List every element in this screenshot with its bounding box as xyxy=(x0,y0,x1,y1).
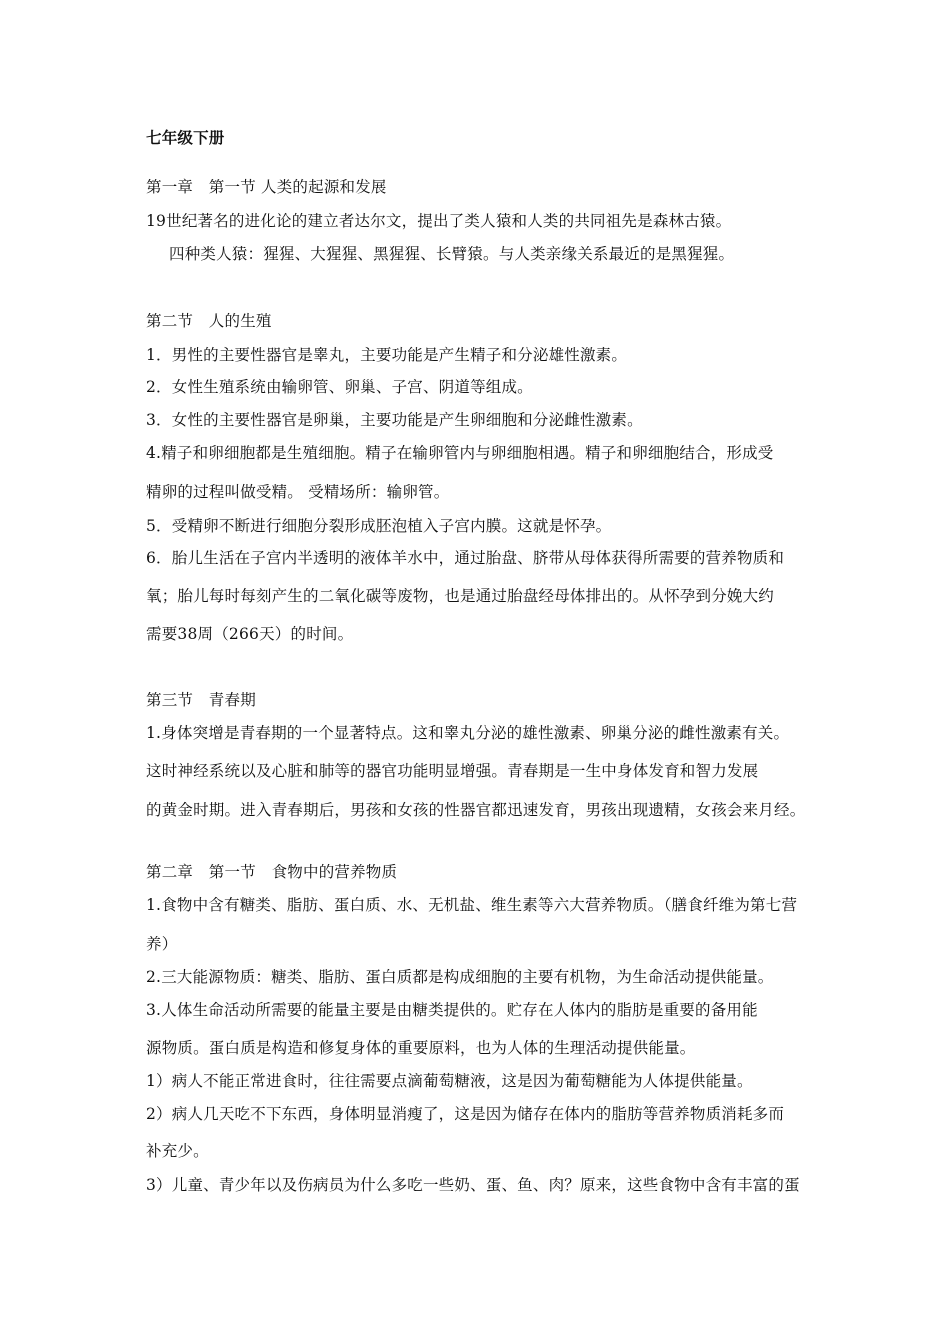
section2-heading: 第二节 人的生殖 xyxy=(146,312,272,330)
text-line: 2．女性生殖系统由输卵管、卵巢、子宫、阴道等组成。 xyxy=(146,378,533,396)
text-line: 3．女性的主要性器官是卵巢，主要功能是产生卵细胞和分泌雌性激素。 xyxy=(146,411,643,429)
chapter2-section1-heading: 第二章 第一节 食物中的营养物质 xyxy=(146,863,398,881)
text-line: 4.精子和卵细胞都是生殖细胞。精子在输卵管内与卵细胞相遇。精子和卵细胞结合，形成受 xyxy=(146,444,774,462)
chapter1-section1-heading: 第一章 第一节 人类的起源和发展 xyxy=(146,178,387,196)
text-line: 6．胎儿生活在子宫内半透明的液体羊水中，通过胎盘、脐带从母体获得所需要的营养物质和 xyxy=(146,549,785,567)
text-line: 的黄金时期。进入青春期后，男孩和女孩的性器官都迅速发育，男孩出现遗精，女孩会来月经。 xyxy=(146,801,806,819)
text-line: 这时神经系统以及心脏和肺等的器官功能明显增强。青春期是一生中身体发育和智力发展 xyxy=(146,762,759,780)
text-line: 需要38周（266天）的时间。 xyxy=(146,625,354,643)
text-line: 1.食物中含有糖类、脂肪、蛋白质、水、无机盐、维生素等六大营养物质。（膳食纤维为第七营 xyxy=(146,896,798,914)
text-line: 2）病人几天吃不下东西，身体明显消瘦了，这是因为储存在体内的脂肪等营养物质消耗多而 xyxy=(146,1105,785,1123)
text-line: 四种类人猿：猩猩、大猩猩、黑猩猩、长臂猿。与人类亲缘关系最近的是黑猩猩。 xyxy=(169,245,735,263)
text-line: 19世纪著名的进化论的建立者达尔文，提出了类人猿和人类的共同祖先是森林古猿。 xyxy=(146,212,732,230)
document-title: 七年级下册 xyxy=(146,128,225,147)
text-line: 2.三大能源物质：糖类、脂肪、蛋白质都是构成细胞的主要有机物，为生命活动提供能量。 xyxy=(146,968,774,986)
text-line: 3.人体生命活动所需要的能量主要是由糖类提供的。贮存在人体内的脂肪是重要的备用能 xyxy=(146,1001,758,1019)
text-line: 氧；胎儿每时每刻产生的二氧化碳等废物，也是通过胎盘经母体排出的。从怀孕到分娩大约 xyxy=(146,587,775,605)
text-line: 3）儿童、青少年以及伤病员为什么多吃一些奶、蛋、鱼、肉？原来，这些食物中含有丰富的蛋 xyxy=(146,1176,800,1194)
section3-heading: 第三节 青春期 xyxy=(146,691,256,709)
text-line: 养） xyxy=(146,935,178,953)
text-line: 1.身体突增是青春期的一个显著特点。这和睾丸分泌的雄性激素、卵巢分泌的雌性激素有关。 xyxy=(146,724,790,742)
text-line: 精卵的过程叫做受精。 受精场所：输卵管。 xyxy=(146,483,450,501)
text-line: 5．受精卵不断进行细胞分裂形成胚泡植入子宫内膜。这就是怀孕。 xyxy=(146,517,612,535)
text-line: 1．男性的主要性器官是睾丸，主要功能是产生精子和分泌雄性激素。 xyxy=(146,346,628,364)
text-line: 1）病人不能正常进食时，往往需要点滴葡萄糖液，这是因为葡萄糖能为人体提供能量。 xyxy=(146,1072,753,1090)
text-line: 源物质。蛋白质是构造和修复身体的重要原料，也为人体的生理活动提供能量。 xyxy=(146,1039,696,1057)
text-line: 补充少。 xyxy=(146,1142,209,1160)
